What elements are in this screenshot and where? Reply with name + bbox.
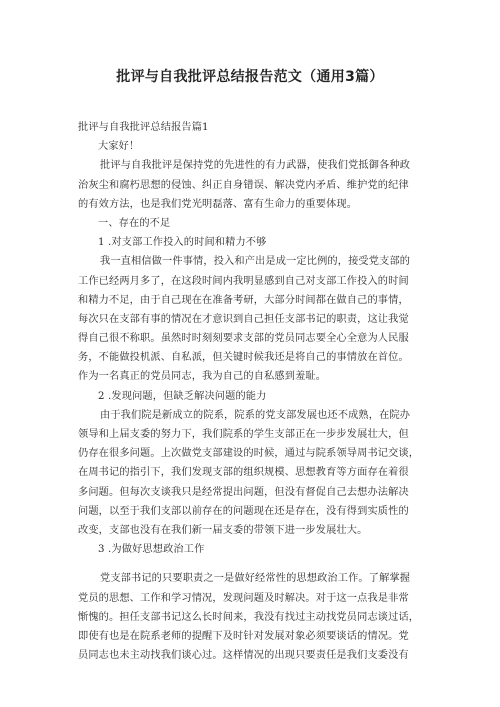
paragraph-line: 多问题。但每次支谈我只是经常提出问题，但没有督促自己去想办法解决 xyxy=(78,486,409,498)
paragraph-line: 员同志也未主动找我们谈心过。这样情况的出现只要责任是我们支委没有 xyxy=(78,650,409,662)
paragraph-line: 由于我们院是新成立的院系，院系的党支部发展也还不成熟，在院办 xyxy=(100,409,411,421)
paragraph-line: 领导和上届支委的努力下，我们院系的学生支部正在一步步发展壮大，但 xyxy=(78,429,409,440)
paragraph-line: 惭愧的。担任支部书记这么长时间来，我没有找过主动找党员同志谈过话， xyxy=(78,611,420,623)
item-heading: 2 .发现问题，但缺乏解决问题的能力 xyxy=(98,390,267,402)
paragraph-line: 仍存在很多问题。上次做党支部建设的时候，通过与院系领导周书记交谈， xyxy=(78,448,420,460)
paragraph-line: 得自己很不称职。虽然时时刻刻要求支部的党员同志要全心全意为人民服 xyxy=(78,333,409,345)
paragraph-line: 批评与自我批评是保持党的先进性的有力武器，使我们党抵御各种政 xyxy=(100,160,411,172)
paragraph-line: 我一直相信做一件事情，投入和产出是成一定比例的，接受党支部的 xyxy=(100,256,411,268)
paragraph-line: 和精力不足，由于自己现在在准备考研，大部分时间都在做自己的事情， xyxy=(78,294,409,306)
paragraph-line: 工作已经两月多了，在这段时间内我明显感到自己对支部工作投入的时间 xyxy=(78,275,409,287)
paragraph-line: 每次只在支部有事的情况在才意识到自己担任支部书记的职责，这让我觉 xyxy=(78,313,409,325)
paragraph-line: 即使有也是在院系老师的提醒下及时针对发展对象必须要谈话的情况。党 xyxy=(78,630,409,642)
paragraph-line: 务，不能做投机派、自私派，但关键时候我还是将自己的事情放在首位。 xyxy=(78,352,409,364)
section-heading: 一、存在的不足 xyxy=(98,217,171,229)
paragraph-line: 党员的思想、工作和学习情况，发现问题及时解决。对于这一点我是非常 xyxy=(78,592,409,604)
paragraph-line: 改变，支部也没有在我们新一届支委的带领下进一步发展壮大。 xyxy=(78,524,368,536)
paragraph-line: 的有效方法，也是我们党光明磊落、富有生命力的重要体现。 xyxy=(78,198,358,210)
paragraph-line: 问题，以至于我们支部以前存在的问题现在还是存在，没有得到实质性的 xyxy=(78,505,409,517)
paragraph-line: 在周书记的指引下，我们发现支部的组织规模、思想教育等方面存在着很 xyxy=(78,467,409,479)
item-heading: 1 .对支部工作投入的时间和精力不够 xyxy=(98,237,267,249)
paragraph-line: 作为一名真正的党员同志，我为自己的自私感到羞耻。 xyxy=(78,371,327,383)
subheading: 批评与自我批评总结报告篇1 xyxy=(78,122,209,133)
paragraph-line: 党支部书记的只要职责之一是做好经常性的思想政治工作。了解掌握 xyxy=(100,573,411,585)
paragraph-gap xyxy=(78,559,438,569)
document-body xyxy=(78,118,438,665)
paragraph-line: 治灰尘和腐朽思想的侵蚀、纠正自身错误、解决党内矛盾、维护党的纪律 xyxy=(78,179,409,191)
document-title: 批评与自我批评总结报告范文（通用3篇） xyxy=(116,69,384,85)
greeting: 大家好！ xyxy=(98,141,140,153)
item-heading: 3 .为做好思想政治工作 xyxy=(98,544,205,556)
